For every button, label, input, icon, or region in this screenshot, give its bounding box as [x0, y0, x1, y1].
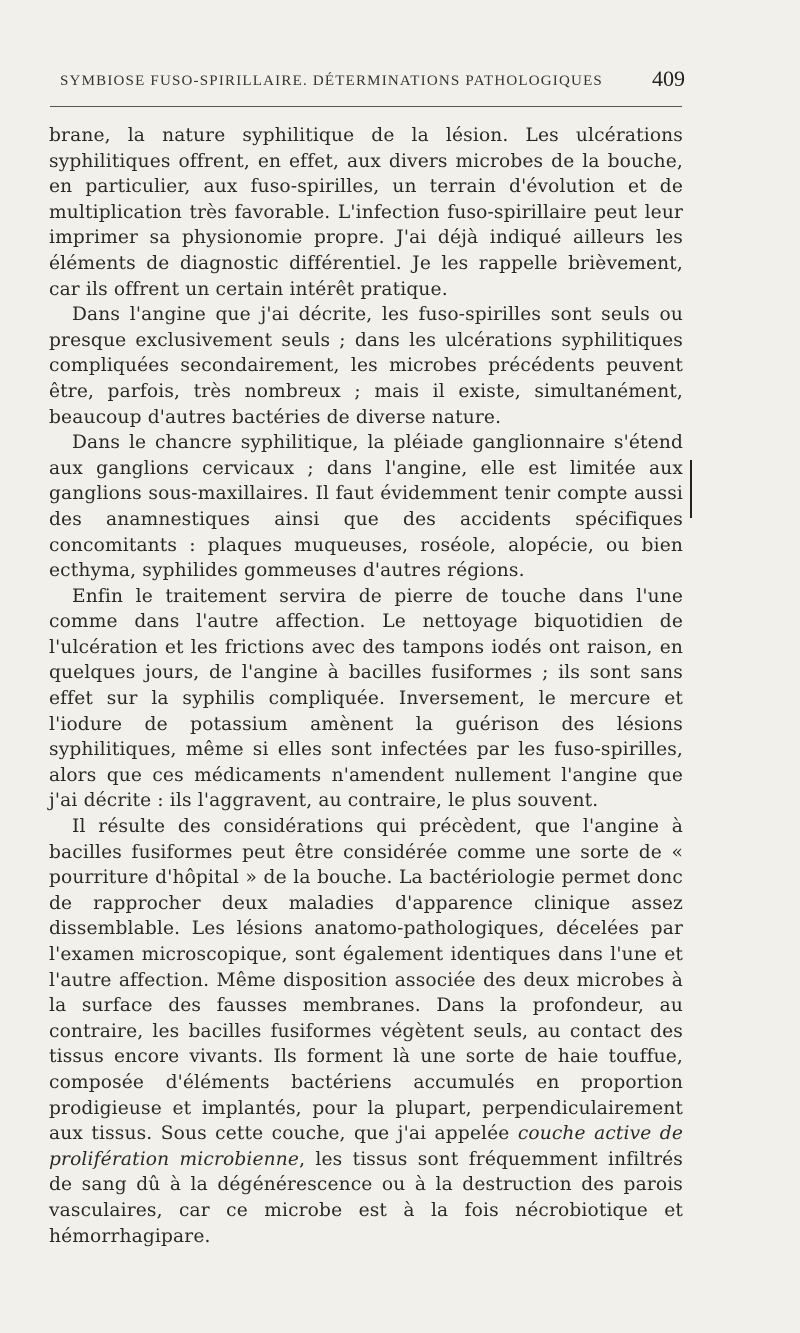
paragraph-treatment: Enfin le traitement servira de pierre de touche dans l'une comme dans l'autre affection. Le nettoyage biquotidien de l'ulcération et les frictions avec des tampons iodés ont raison, en quelques jours, de l'angine à bacilles fusiformes ; ils sont sans effet sur la syphilis compliquée. Inversement, le mercure et l'iodure de potassium amènent la guérison des lésions syphilitiques, même si elles sont infectées par les fuso-spirilles, alors que ces médicaments n'amendent nullement l'angine que j'ai décrite : ils l'aggravent, au contraire, le plus souvent. — [49, 585, 683, 812]
paragraph-angine-comparison: Dans l'angine que j'ai décrite, les fuso-spirilles sont seuls ou presque exclusivement seuls ; dans les ulcérations syphilitiques compliquées secondairement, les microbes précédents peuvent être, parfois, très nombreux ; mais il existe, simultanément, beaucoup d'autres bactéries de diverse nature. — [49, 304, 683, 428]
page-header — [60, 66, 685, 96]
margin-mark — [690, 460, 692, 518]
paragraph-continued: brane, la nature syphilitique de la lésion. Les ulcérations syphilitiques offrent, en effet, aux divers microbes de la bouche, en particulier, aux fuso-spirilles, un terrain d'évolution et de multiplication très favorable. L'infection fuso-spirillaire peut leur imprimer sa physionomie propre. J'ai déjà indiqué ailleurs les éléments de diagnostic différentiel. Je les rappelle brièvement, car ils offrent un certain intérêt pratique. — [49, 125, 683, 300]
header-rule — [50, 106, 682, 107]
italic-term: couche active de prolifération microbienne — [49, 1123, 683, 1170]
paragraph-conclusion — [49, 814, 683, 1249]
body-text — [49, 123, 683, 1249]
conclusion-text-after: , les tissus sont fréquemment infiltrés de sang dû à la dégénérescence ou à la destruction des parois vasculaires, car ce microbe est à la fois nécrobiotique et hémorrhagipare. — [49, 1148, 683, 1247]
page-number: 409 — [652, 66, 685, 91]
paragraph-chancre: Dans le chancre syphilitique, la pléiade ganglionnaire s'étend aux ganglions cervicaux ; dans l'angine, elle est limitée aux ganglions sous-maxillaires. Il faut évidemment tenir compte aussi des anamnestiques ainsi que des accidents spécifiques concomitants : plaques muqueuses, roséole, alopécie, ou bien ecthyma, syphilides gommeuses d'autres régions. — [49, 432, 683, 582]
running-head: SYMBIOSE FUSO-SPIRILLAIRE. DÉTERMINATIONS PATHOLOGIQUES — [60, 73, 603, 89]
conclusion-text-before: Il résulte des considérations qui précèdent, que l'angine à bacilles fusiformes peut être considérée comme une sorte de « pourriture d'hôpital » de la bouche. La bactériologie permet donc de rapprocher deux maladies d'apparence clinique assez dissemblable. Les lésions anatomo-pathologiques, décelées par l'examen microscopique, sont également identiques dans l'une et l'autre affection. Même disposition associée des deux microbes à la surface des fausses membranes. Dans la profondeur, au contraire, les bacilles fusiformes végètent seuls, au contact des tissus encore vivants. Ils forment là une sorte de haie touffue, composée d'éléments bactériens accumulés en proportion prodigieuse et implantés, pour la plupart, perpendiculairement aux tissus. Sous cette couche, que j'ai appelée — [49, 816, 683, 1145]
